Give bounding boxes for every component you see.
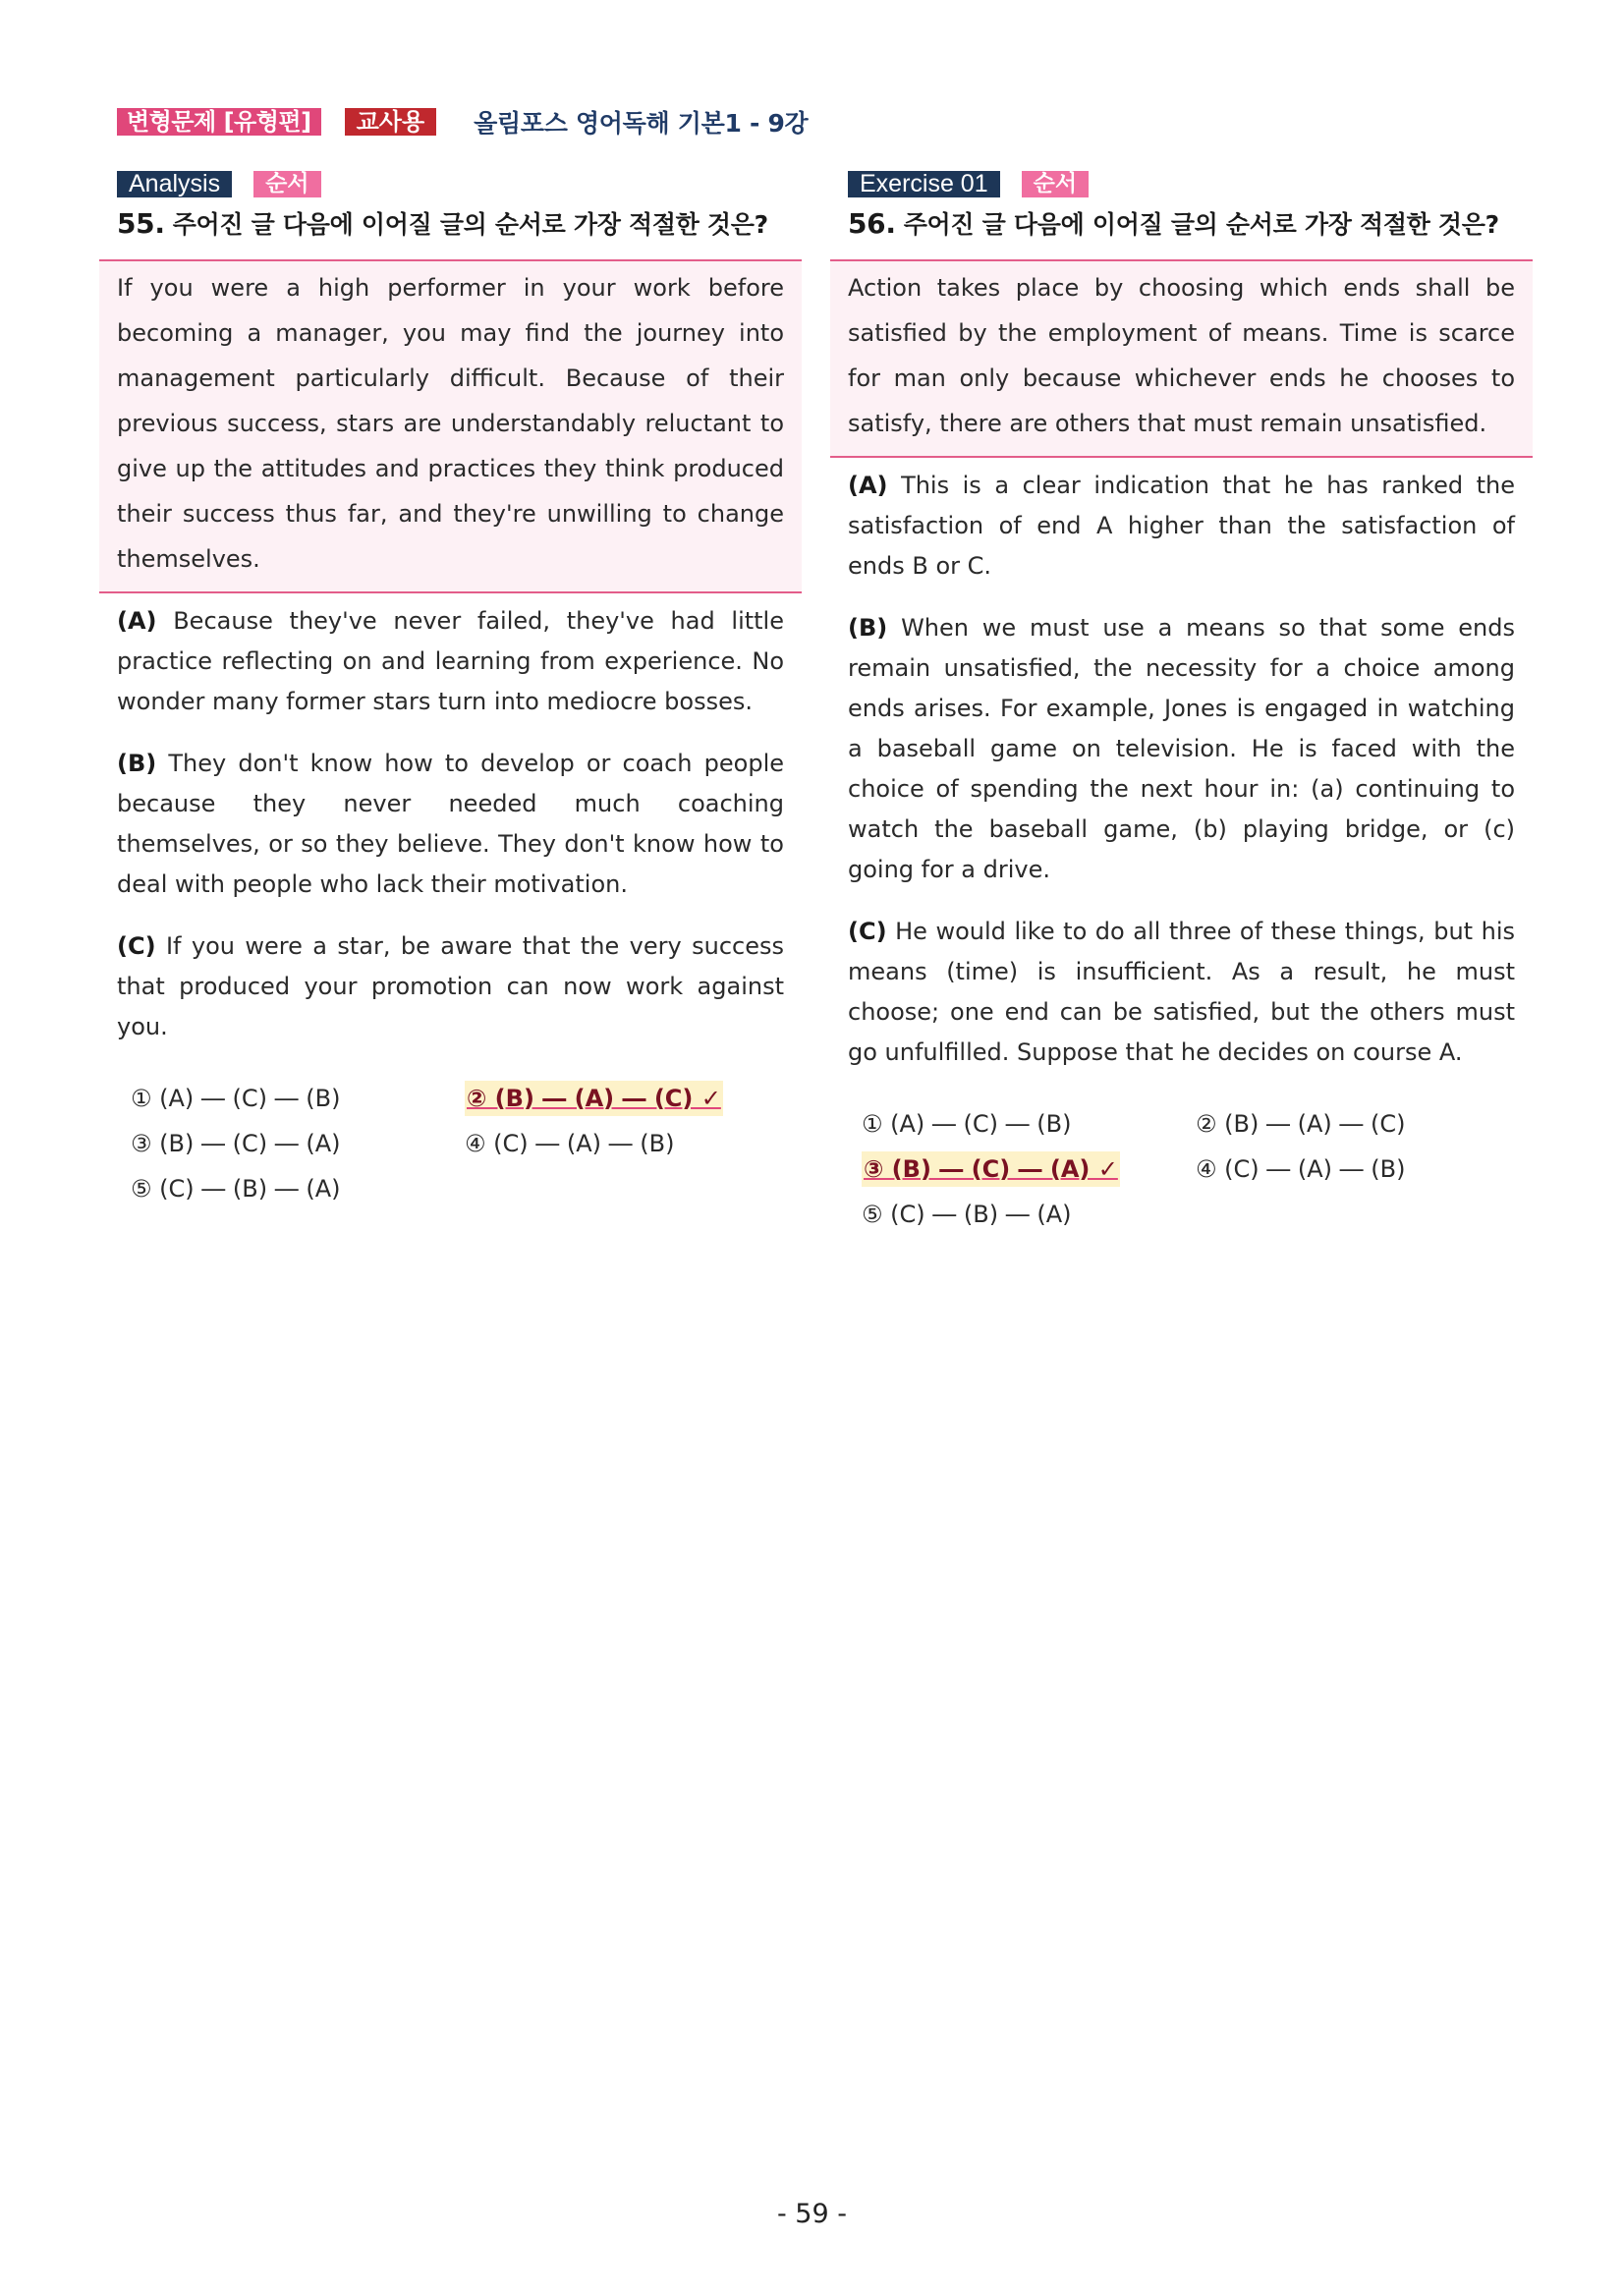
question-labels bbox=[117, 171, 802, 196]
paragraph-b bbox=[117, 744, 784, 905]
paragraph-b bbox=[848, 608, 1515, 890]
answer-choices bbox=[862, 1106, 1533, 1232]
choice-4[interactable]: ④ (C) ― (A) ― (B) bbox=[465, 1130, 675, 1157]
choice-1[interactable]: ① (A) ― (C) ― (B) bbox=[131, 1085, 341, 1112]
paragraph-text: He would like to do all three of these things, but his means (time) is insufficient. As a result, he must choose; one end can be satisfied, but the others must go unfulfilled. Suppose that he decides on course A. bbox=[848, 918, 1515, 1066]
choice-3-correct[interactable]: ③ (B) ― (C) ― (A) ✓ bbox=[862, 1151, 1120, 1187]
paragraph-c bbox=[848, 912, 1515, 1073]
teacher-tag: 교사용 bbox=[345, 108, 437, 136]
paragraph-mark: (A) bbox=[848, 472, 888, 499]
question-labels bbox=[848, 171, 1533, 196]
choice-3[interactable]: ③ (B) ― (C) ― (A) bbox=[131, 1130, 341, 1157]
paragraph-mark: (B) bbox=[117, 750, 157, 777]
paragraph-mark: (B) bbox=[848, 614, 888, 642]
question-line bbox=[848, 206, 1533, 242]
paragraph-mark: (C) bbox=[848, 918, 887, 945]
choice-5[interactable]: ⑤ (C) ― (B) ― (A) bbox=[862, 1201, 1072, 1228]
intro-passage: Action takes place by choosing which ends shall be satisfied by the employment of means. Time is scarce for man only because whichever ends he chooses to satisfy, there are others that must remain unsatisfied. bbox=[830, 259, 1533, 458]
question-text: 주어진 글 다음에 이어질 글의 순서로 가장 적절한 것은? bbox=[172, 210, 768, 239]
paragraph-text: This is a clear indication that he has ranked the satisfaction of end A higher than the satisfaction of ends B or C. bbox=[848, 472, 1515, 580]
paragraph-mark: (A) bbox=[117, 607, 157, 635]
section-label: Exercise 01 bbox=[848, 171, 1000, 197]
question-number: 55. bbox=[117, 207, 165, 240]
paragraph-c bbox=[117, 926, 784, 1047]
question-56 bbox=[830, 171, 1533, 1232]
choice-1[interactable]: ① (A) ― (C) ― (B) bbox=[862, 1110, 1072, 1138]
intro-passage: If you were a high performer in your work before becoming a manager, you may find the journey into management particularly difficult. Because of their previous success, stars are understandably reluctant to give up the attitudes and practices they think produced their success thus far, and they're unwilling to change themselves. bbox=[99, 259, 802, 593]
choice-5[interactable]: ⑤ (C) ― (B) ― (A) bbox=[131, 1175, 341, 1203]
page-header bbox=[117, 104, 808, 140]
choice-2-correct[interactable]: ② (B) ― (A) ― (C) ✓ bbox=[465, 1081, 723, 1116]
book-title: 올림포스 영어독해 기본1 - 9강 bbox=[474, 109, 809, 138]
question-55 bbox=[99, 171, 802, 1206]
choice-2[interactable]: ② (B) ― (A) ― (C) bbox=[1196, 1110, 1406, 1138]
type-label: 순서 bbox=[253, 171, 320, 197]
question-number: 56. bbox=[848, 207, 896, 240]
type-label: 순서 bbox=[1022, 171, 1089, 197]
question-line bbox=[117, 206, 802, 242]
paragraph-text: They don't know how to develop or coach people because they never needed much coaching themselves, or so they believe. They don't know how to deal with people who lack their motivation. bbox=[117, 750, 784, 898]
question-text: 주어진 글 다음에 이어질 글의 순서로 가장 적절한 것은? bbox=[903, 210, 1499, 239]
paragraph-text: Because they've never failed, they've had little practice reflecting on and learning from experience. No wonder many former stars turn into mediocre bosses. bbox=[117, 607, 784, 715]
paragraph-mark: (C) bbox=[117, 932, 156, 960]
paragraph-text: When we must use a means so that some ends remain unsatisfied, the necessity for a choice among ends arises. For example, Jones is engaged in watching a baseball game on television. He is faced with the choice of spending the next hour in: (a) continuing to watch the baseball game, (b) playing bridge, or (c) going for a drive. bbox=[848, 614, 1515, 883]
answer-choices bbox=[131, 1081, 802, 1206]
paragraph-a bbox=[117, 601, 784, 722]
section-label: Analysis bbox=[117, 171, 232, 197]
paragraph-a bbox=[848, 466, 1515, 587]
paragraph-text: If you were a star, be aware that the very success that produced your promotion can now work against you. bbox=[117, 932, 784, 1040]
variant-tag: 변형문제 [유형편] bbox=[117, 108, 321, 136]
choice-4[interactable]: ④ (C) ― (A) ― (B) bbox=[1196, 1155, 1406, 1183]
page-number: - 59 - bbox=[776, 2199, 847, 2229]
